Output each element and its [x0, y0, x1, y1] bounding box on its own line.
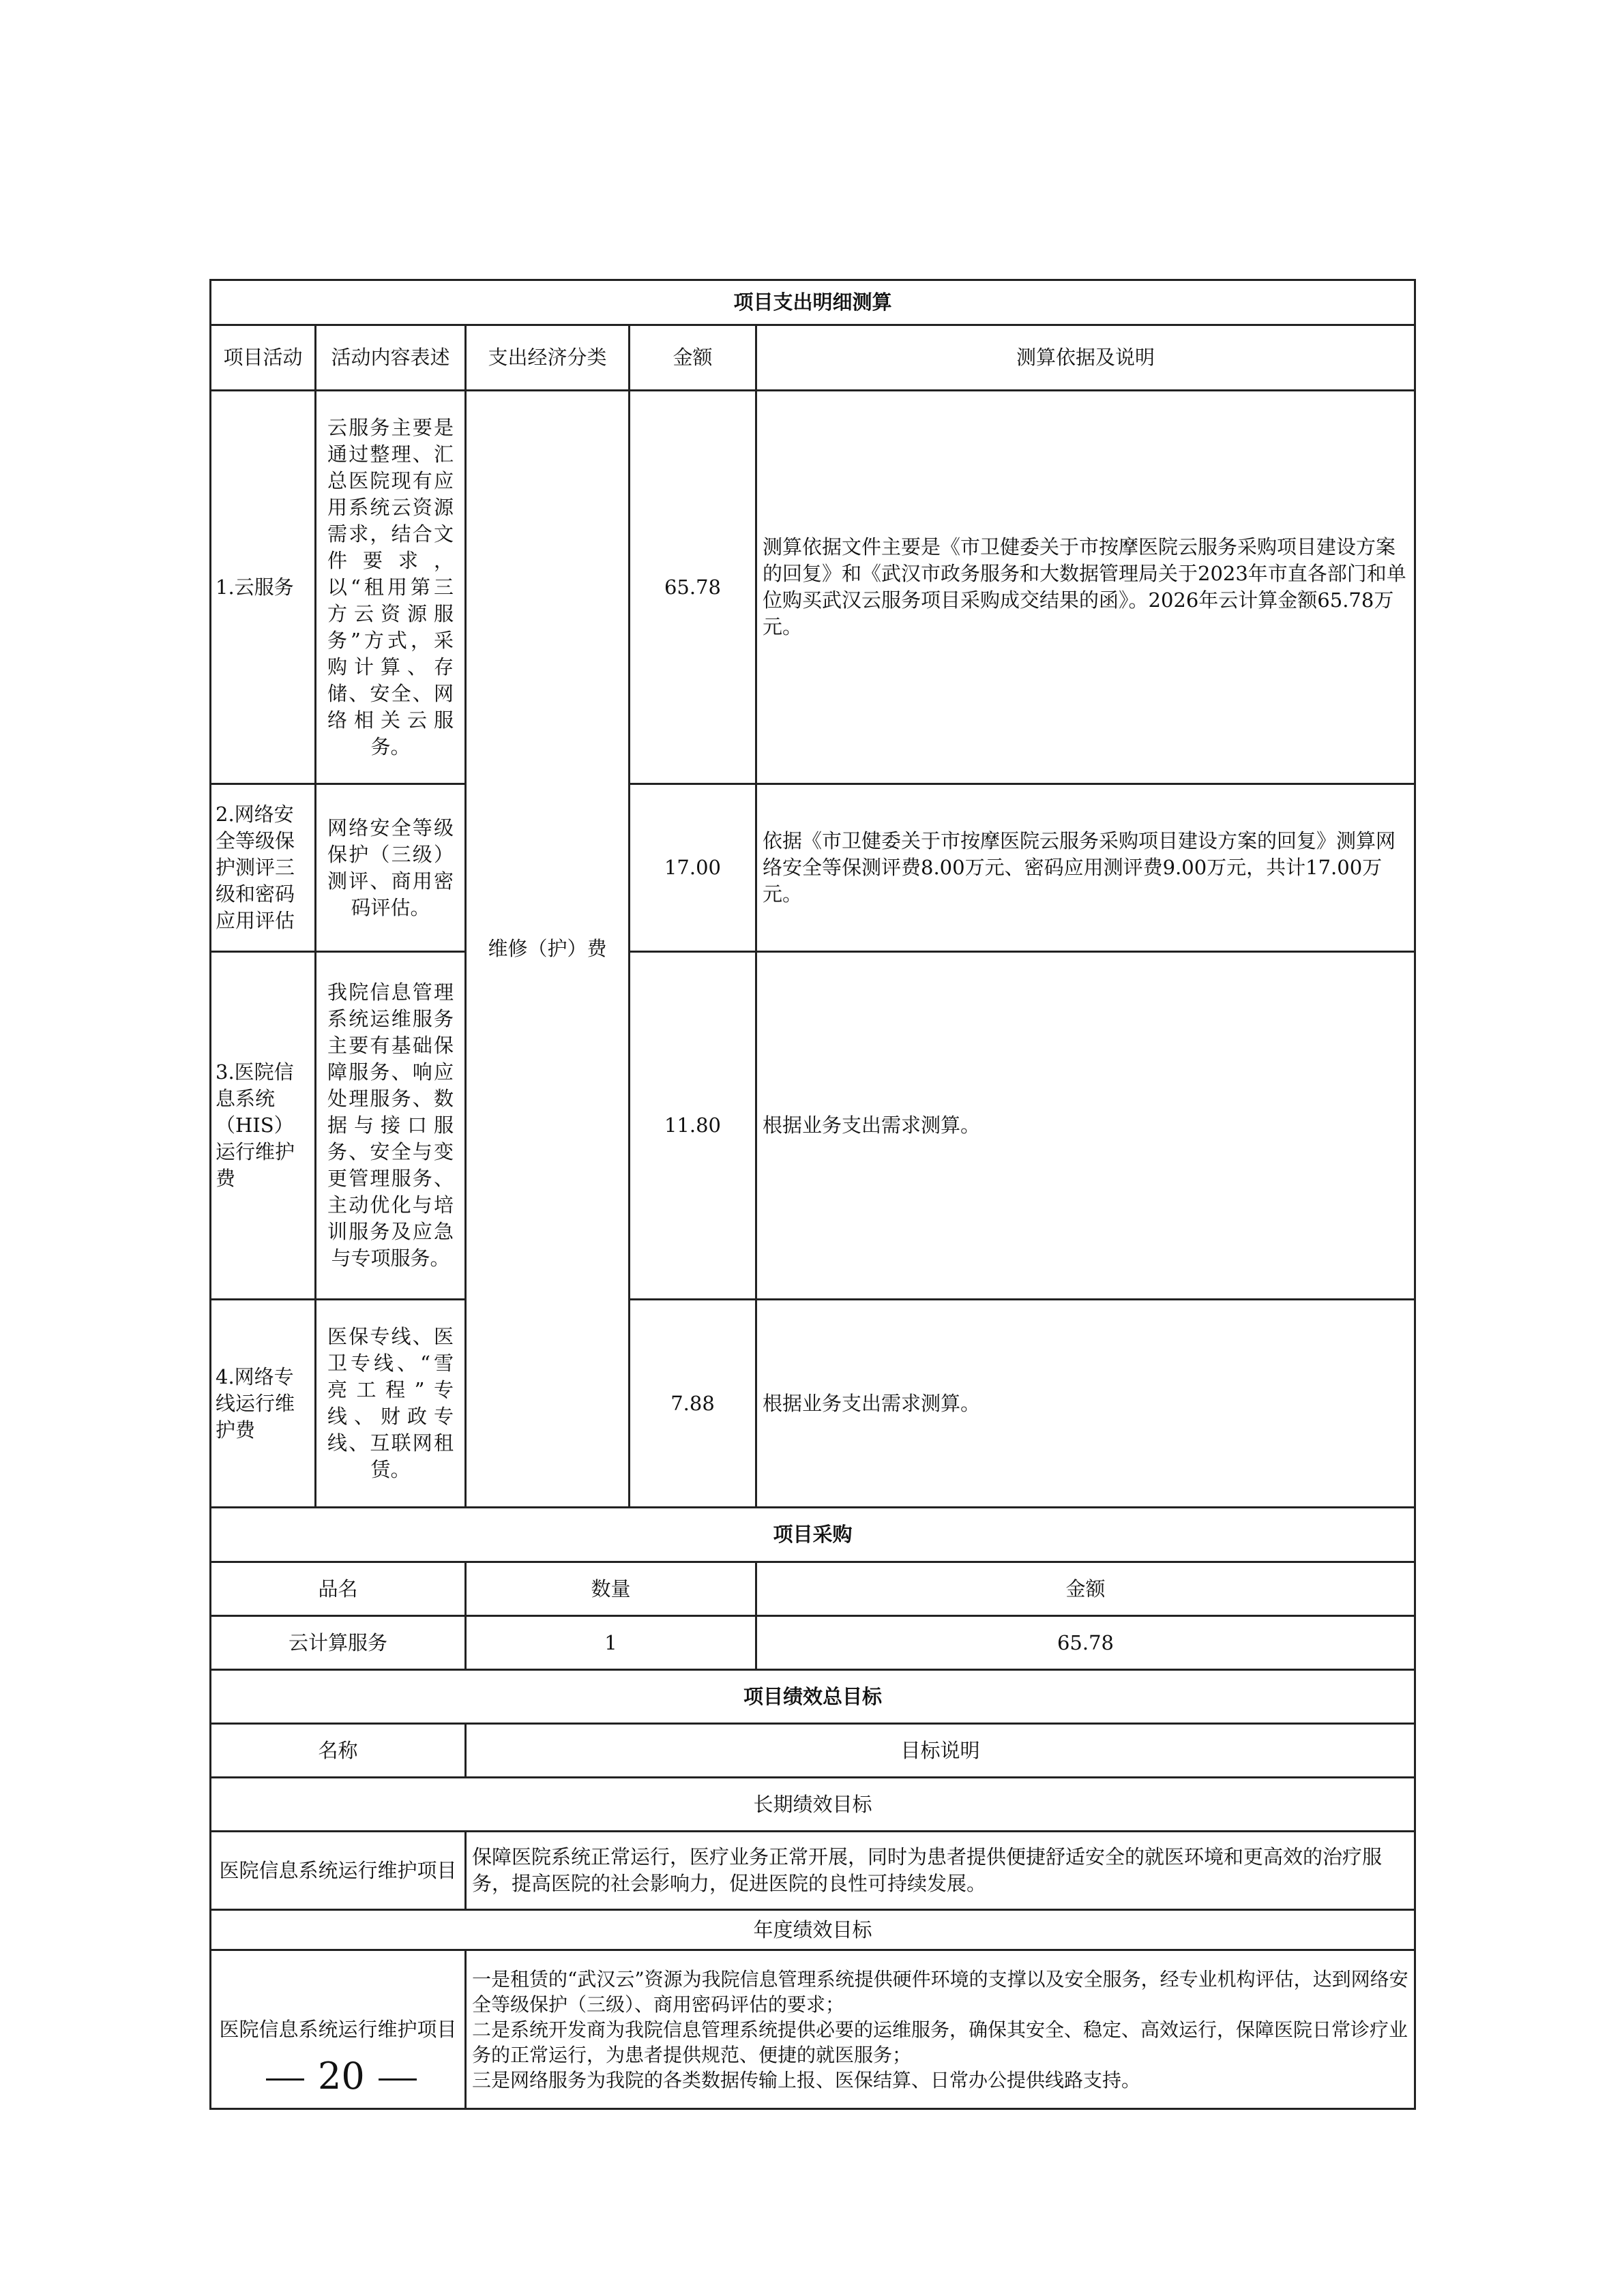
header-goal-description: 目标说明 [466, 1724, 1415, 1778]
header-item-name: 品名 [211, 1562, 466, 1616]
purchase-name-cell: 云计算服务 [211, 1616, 466, 1670]
header-basis: 测算依据及说明 [756, 325, 1415, 391]
long-term-goal-text: 保障医院系统正常运行，医疗业务正常开展，同时为患者提供便捷舒适安全的就医环境和更高效的治疗服务，提高医院的社会影响力，促进医院的良性可持续发展。 [466, 1832, 1415, 1910]
amount-cell: 65.78 [630, 391, 756, 784]
content-cell: 我院信息管理系统运维服务主要有基础保障服务、响应处理服务、数据与接口服务、安全与变更管理服务、主动优化与培训服务及应急与专项服务。 [316, 952, 466, 1300]
long-term-goal-name: 医院信息系统运行维护项目 [211, 1832, 466, 1910]
header-purchase-amount: 金额 [756, 1562, 1415, 1616]
purchase-amount-cell: 65.78 [756, 1616, 1415, 1670]
purchase-qty-cell: 1 [466, 1616, 756, 1670]
activity-cell: 4.网络专线运行维护费 [211, 1300, 316, 1508]
table-row [211, 391, 1415, 784]
table-row [211, 1832, 1415, 1910]
section-title-expense: 项目支出明细测算 [211, 280, 1415, 325]
annual-goal-name: 医院信息系统运行维护项目 [211, 1950, 466, 2109]
activity-cell: 3.医院信息系统（HIS）运行维护费 [211, 952, 316, 1300]
basis-cell: 依据《市卫健委关于市按摩医院云服务采购项目建设方案的回复》测算网络安全等保测评费8.00万元、密码应用测评费9.00万元，共计17.00万元。 [756, 784, 1415, 952]
activity-cell: 1.云服务 [211, 391, 316, 784]
page-number [252, 2053, 409, 2100]
expense-detail-table [209, 279, 1416, 2110]
amount-cell: 17.00 [630, 784, 756, 952]
section-title-goals: 项目绩效总目标 [211, 1670, 1415, 1724]
header-activity: 项目活动 [211, 325, 316, 391]
table-row [211, 1616, 1415, 1670]
annual-goal-line-3: 三是网络服务为我院的各类数据传输上报、医保结算、日常办公提供线路支持。 [472, 2068, 1141, 2091]
header-amount: 金额 [630, 325, 756, 391]
header-goal-name: 名称 [211, 1724, 466, 1778]
header-quantity: 数量 [466, 1562, 756, 1616]
basis-cell: 根据业务支出需求测算。 [756, 1300, 1415, 1508]
section-title-purchase: 项目采购 [211, 1508, 1415, 1562]
table-row [211, 952, 1415, 1300]
long-term-goal-title: 长期绩效目标 [211, 1778, 1415, 1832]
category-cell: 维修（护）费 [466, 391, 630, 1508]
page-number-dash-left [266, 2078, 304, 2081]
basis-cell: 根据业务支出需求测算。 [756, 952, 1415, 1300]
page-number-dash-right [379, 2078, 417, 2081]
annual-goal-line-1: 一是租赁的“武汉云”资源为我院信息管理系统提供硬件环境的支撑以及安全服务，经专业机构评估，达到网络安全等级保护（三级）、商用密码评估的要求； [472, 1967, 1408, 2016]
activity-cell: 2.网络安全等级保护测评三级和密码应用评估 [211, 784, 316, 952]
header-content: 活动内容表述 [316, 325, 466, 391]
table-row [211, 1300, 1415, 1508]
content-cell: 云服务主要是通过整理、汇总医院现有应用系统云资源需求，结合文件要求，以“租用第三方云资源服务”方式，采购计算、存储、安全、网络相关云服务。 [316, 391, 466, 784]
annual-goal-line-2: 二是系统开发商为我院信息管理系统提供必要的运维服务，确保其安全、稳定、高效运行，保障医院日常诊疗业务的正常运行，为患者提供规范、便捷的就医服务； [472, 2018, 1408, 2066]
header-category: 支出经济分类 [466, 325, 630, 391]
amount-cell: 11.80 [630, 952, 756, 1300]
content-cell: 网络安全等级保护（三级）测评、商用密码评估。 [316, 784, 466, 952]
page-number-value: 20 [318, 2055, 365, 2098]
annual-goal-title: 年度绩效目标 [211, 1910, 1415, 1950]
content-cell: 医保专线、医卫专线、“雪亮工程”专线、财政专线、互联网租赁。 [316, 1300, 466, 1508]
table-row [211, 784, 1415, 952]
basis-cell: 测算依据文件主要是《市卫健委关于市按摩医院云服务采购项目建设方案的回复》和《武汉市政务服务和大数据管理局关于2023年市直各部门和单位购买武汉云服务项目采购成交结果的函》。2026年云计算金额65.78万元。 [756, 391, 1415, 784]
annual-goal-text [466, 1950, 1415, 2109]
amount-cell: 7.88 [630, 1300, 756, 1508]
